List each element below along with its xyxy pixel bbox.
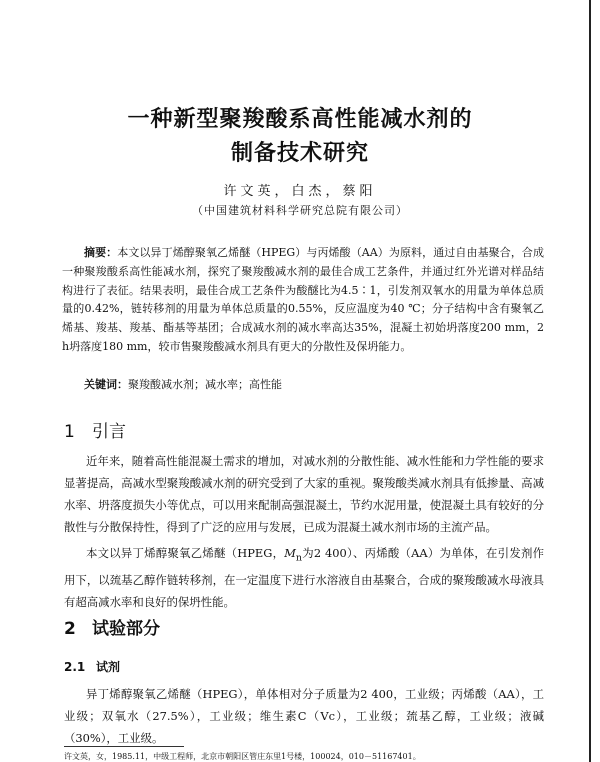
paper-title-line-2: 制备技术研究: [230, 140, 369, 166]
author-list: 许文英，白杰，蔡阳: [223, 184, 377, 199]
author-footnote: 许文英，女，1985.11，中级工程师，北京市朝阳区管庄东里1号楼，100024，010－51167401。: [64, 752, 421, 761]
reagents-paragraph: 异丁烯醇聚氧乙烯醚（HPEG），单体相对分子质量为2 400，工业级；丙烯酸（AA），工业级；双氧水（27.5%），工业级；维生素C（Vc），工业级；巯基乙醇，工业级；液碱（30%），工业级。: [64, 687, 544, 745]
section-title: 试验部分: [92, 619, 160, 639]
abstract-text: 本文以异丁烯醇聚氧乙烯醚（HPEG）与丙烯酸（AA）为原料，通过自由基聚合，合成一种聚羧酸系高性能减水剂，探究了聚羧酸减水剂的最佳合成工艺条件，并通过红外光谱对样品结构进行了表征。结果表明，最佳合成工艺条件为酸醚比为4.5∶1，引发剂双氧水的用量为单体总质量的0.42%，链转移剂的用量为单体总质量的0.55%，反应温度为40 ℃；分子结构中含有聚氧乙烯基、羧基、羧基、酯基等基团；合成减水剂的减水率高达35%，混凝土初始坍落度200 mm，2 h坍落度180 mm，较市售聚羧酸减水剂具有更大的分散性及保坍能力。: [62, 246, 544, 353]
intro-p2-part-1: 本文以异丁烯醇聚氧乙烯醚（HPEG，: [86, 546, 285, 560]
keywords-text: 聚羧酸减水剂；减水率；高性能: [128, 378, 282, 391]
intro-p2-part-2: 为2 400）、丙烯酸（AA）为单体，在引发剂作用下，以巯基乙醇作链转移剂，在一定温度下进行水溶液自由基聚合，合成的聚羧酸减水母液具有超高减水率和良好的保坍性能。: [64, 546, 544, 610]
footnote-divider: [64, 746, 184, 747]
keywords-label: 关键词：: [84, 378, 128, 391]
subsection-title: 试剂: [96, 660, 121, 674]
paper-title-line-1: 一种新型聚羧酸系高性能减水剂的: [127, 106, 473, 132]
mn-subscript: n: [295, 552, 303, 564]
author-affiliation: （中国建筑材料科学研究总院有限公司）: [192, 204, 408, 217]
section-heading-introduction: [64, 417, 126, 442]
section-heading-experimental: [64, 614, 160, 639]
subsection-number: 2.1: [64, 660, 86, 674]
section-number: 2: [64, 619, 76, 639]
keywords: [84, 376, 544, 392]
abstract: [62, 244, 544, 357]
intro-paragraph-2: [64, 542, 544, 613]
subsection-heading-reagents: [64, 658, 120, 675]
section-number: 1: [64, 422, 75, 442]
abstract-label: 摘要：: [84, 246, 118, 259]
intro-paragraph-1: 近年来，随着高性能混凝土需求的增加，对减水剂的分散性能、减水性能和力学性能的要求显著提高，高减水型聚羧酸减水剂的研究受到了大家的重视。聚羧酸类减水剂具有低掺量、高减水率、坍落度损失小等优点，可以用来配制高强混凝土，节约水泥用量，使混凝土具有较好的分散性与分散保持性，得到了广泛的应用与发展，已成为混凝土减水剂市场的主流产品。: [64, 454, 544, 534]
section-title: 引言: [92, 422, 126, 442]
mn-symbol: M: [284, 546, 296, 560]
